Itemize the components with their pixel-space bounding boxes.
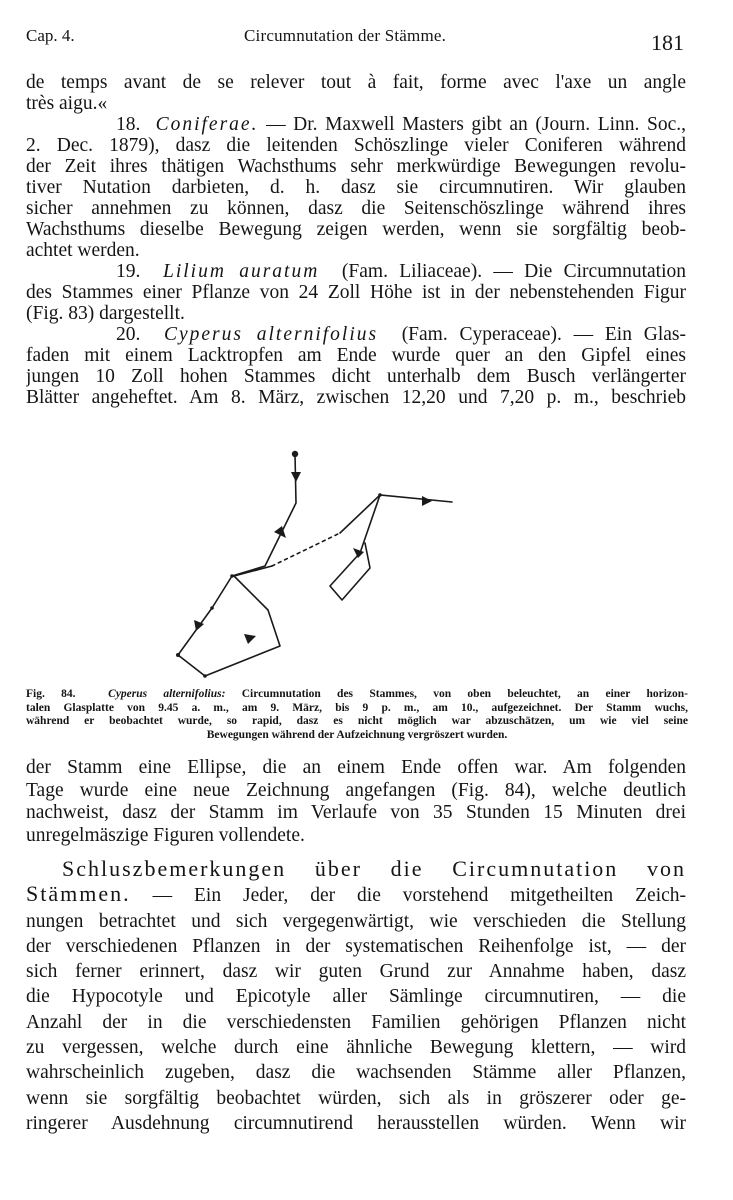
text-line: wahrscheinlich zugeben, dasz die wachsenden Stämme aller Pflanzen, <box>26 1062 686 1084</box>
text-line: Blätter angeheftet. Am 8. März, zwischen 12,20 und 7,20 p. m., beschrieb <box>26 387 686 408</box>
caption-line: während er beobachtet wurde, so rapid, dasz es nicht möglich war abzuschätzen, um wie viel seine <box>26 715 688 727</box>
text-line: nachweist, dasz der Stamm im Verlaufe von 35 Stunden 15 Minuten drei <box>26 802 686 823</box>
item-19-first-line: 19. Lilium auratum (Fam. Liliaceae). — Die Circumnutation <box>116 261 686 282</box>
circumnutation-trace <box>160 448 560 678</box>
text-line: sich ferner erinnert, dasz wir guten Grund zur Annahme haben, dasz <box>26 961 686 983</box>
figure-caption <box>26 688 688 742</box>
text-line: des Stammes einer Pflanze von 24 Zoll Höhe ist in der nebenstehenden Figur <box>26 282 686 303</box>
caption-taxon: Cyperus alternifolius: <box>108 688 226 700</box>
text-line: ringerer Ausdehnung circumnutirend herausstellen würden. Wenn wir <box>26 1112 686 1134</box>
arrow-icon <box>353 548 364 558</box>
taxon-name: Coniferae. <box>155 114 259 135</box>
conclusion-section <box>26 856 686 1136</box>
text-line: Tage wurde eine neue Zeichnung angefangen (Fig. 84), welche deutlich <box>26 779 686 801</box>
section-heading-continued: Stämmen. — Ein Jeder, der die vorstehend mitgetheilten Zeich- <box>26 881 686 907</box>
text-block-top <box>26 72 686 408</box>
text-line: der Stamm eine Ellipse, die an einem Ende offen war. Am folgenden <box>26 757 686 778</box>
text-line: der Zeit ihres thätigen Wachsthums sehr merkwürdige Bewegungen revolu- <box>26 156 686 177</box>
text-line: nungen betrachtet und sich vergegenwärtigt, wie verschieden die Stellung <box>26 910 686 932</box>
caption-line: Bewegungen während der Aufzeichnung vergröszert wurden. <box>206 728 508 741</box>
figure-label: Fig. 84. <box>26 688 76 700</box>
text-line: 2. Dec. 1879), dasz die leitenden Schöszlinge vieler Coniferen während <box>26 135 686 156</box>
chapter-label: Cap. 4. <box>26 26 75 45</box>
text-line: wenn sie sorgfältig beobachtet würden, sich als in gröszerer oder ge- <box>26 1087 686 1109</box>
text-line: (Fig. 83) dargestellt. <box>26 303 185 324</box>
text-line: Anzahl der in die verschiedensten Familien gehörigen Pflanzen nicht <box>26 1011 686 1033</box>
caption-line: Fig. 84. Cyperus alternifolius: Circumnutation des Stammes, von oben beleuchtet, an einer horizon- <box>26 688 688 700</box>
text-line: achtet werden. <box>26 240 140 261</box>
caption-line: talen Glasplatte von 9.45 a. m., am 9. März, bis 9 p. m., am 10., aufgezeichnet. Der Stamm wuchs, <box>26 701 688 714</box>
text-line: zu vergessen, welche durch eine ähnliche Bewegung klettern, — wird <box>26 1037 686 1059</box>
taxon-name: Lilium auratum <box>162 261 320 282</box>
text-line: jungen 10 Zoll hohen Stammes dicht unterhalb dem Busch verlängerter <box>26 366 686 387</box>
text-line: der verschiedenen Pflanzen in der systematischen Reihenfolge ist, — der <box>26 935 686 957</box>
text-line: sicher annehmen zu können, dasz die Seitenschöszlinge während ihres <box>26 198 686 219</box>
item-20-first-line: 20. Cyperus alternifolius (Fam. Cyperaceae). — Ein Glas- <box>116 324 686 345</box>
text-block-after-figure <box>26 757 686 847</box>
section-heading: Schluszbemerkungen über die Circumnutation von <box>62 856 686 881</box>
text-line: Wachsthums dieselbe Bewegung zeigen werden, wenn sie sorgfältig beob- <box>26 219 686 240</box>
text-line: de temps avant de se relever tout à fait, forme avec l'axe un angle <box>26 72 686 93</box>
text-line: très aigu.« <box>26 93 108 114</box>
page-number: 181 <box>651 30 684 55</box>
running-title: Circumnutation der Stämme. <box>244 26 447 45</box>
text-line: unregelmäszige Figuren vollendete. <box>26 824 305 846</box>
text-line: die Hypocotyle und Epicotyle aller Sämlinge circumnutiren, — die <box>26 986 686 1008</box>
taxon-name: Cyperus alternifolius <box>163 324 379 345</box>
arrow-icon <box>422 496 432 506</box>
item-18-first-line: 18. Coniferae. — Dr. Maxwell Masters gibt an (Journ. Linn. Soc., <box>116 114 686 135</box>
text-line: tiver Nutation darbieten, d. h. dasz sie circumnutiren. Wir glauben <box>26 177 686 198</box>
arrow-icon <box>244 634 256 644</box>
trace-start-dot <box>292 451 298 457</box>
text-line: faden mit einem Lacktropfen am Ende wurde quer an den Gipfel eines <box>26 345 686 366</box>
figure-84-drawing <box>160 448 560 678</box>
arrow-icon <box>291 472 301 482</box>
